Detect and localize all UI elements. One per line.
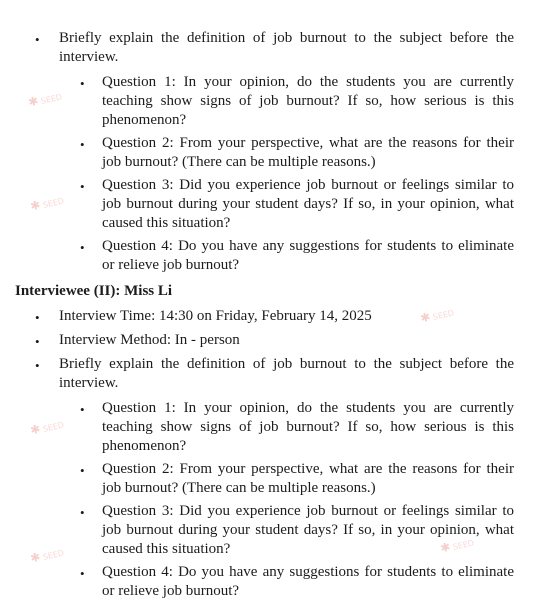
bullet: • [80, 240, 85, 255]
question-item: Question 2: From your perspective, what are the reasons for their job burnout? (There can be multiple reasons.) [102, 461, 514, 496]
question-item: Question 1: In your opinion, do the students you are currently teaching show signs of job burnout? If so, how serious is this phenomenon? [102, 400, 514, 454]
list-item: Briefly explain the definition of job burnout to the subject before the interview. [59, 356, 514, 391]
question-item: Question 1: In your opinion, do the students you are currently teaching show signs of job burnout? If so, how serious is this phenomenon? [102, 74, 514, 128]
bullet: • [35, 334, 40, 349]
bullet: • [80, 402, 85, 417]
bullet: • [80, 566, 85, 581]
watermark: ✱ SEED [26, 92, 63, 110]
list-item: Briefly explain the definition of job burnout to the subject before the interview. [59, 30, 514, 65]
bullet: • [80, 76, 85, 91]
bullet: • [80, 179, 85, 194]
watermark: ✱ SEED [438, 538, 475, 556]
list-item: Interview Time: 14:30 on Friday, February 14, 2025 [59, 308, 372, 324]
bullet: • [35, 358, 40, 373]
list-item: Interview Method: In - person [59, 332, 240, 348]
bullet: • [80, 137, 85, 152]
question-item: Question 3: Did you experience job burnout or feelings similar to job burnout during your student days? If so, in your opinion, what caused this situation? [102, 503, 514, 557]
question-item: Question 4: Do you have any suggestions for students to eliminate or relieve job burnout? [102, 564, 514, 599]
bullet: • [80, 463, 85, 478]
watermark: ✱ SEED [28, 196, 65, 214]
question-item: Question 3: Did you experience job burnout or feelings similar to job burnout during your student days? If so, in your opinion, what caused this situation? [102, 177, 514, 231]
interviewee-heading: Interviewee (II): Miss Li [15, 283, 173, 299]
bullet: • [35, 32, 40, 47]
bullet: • [80, 505, 85, 520]
watermark: ✱ SEED [418, 308, 455, 326]
bullet: • [35, 310, 40, 325]
watermark: ✱ SEED [28, 548, 65, 566]
watermark: ✱ SEED [28, 420, 65, 438]
question-item: Question 2: From your perspective, what are the reasons for their job burnout? (There can be multiple reasons.) [102, 135, 514, 170]
question-item: Question 4: Do you have any suggestions for students to eliminate or relieve job burnout? [102, 238, 514, 273]
